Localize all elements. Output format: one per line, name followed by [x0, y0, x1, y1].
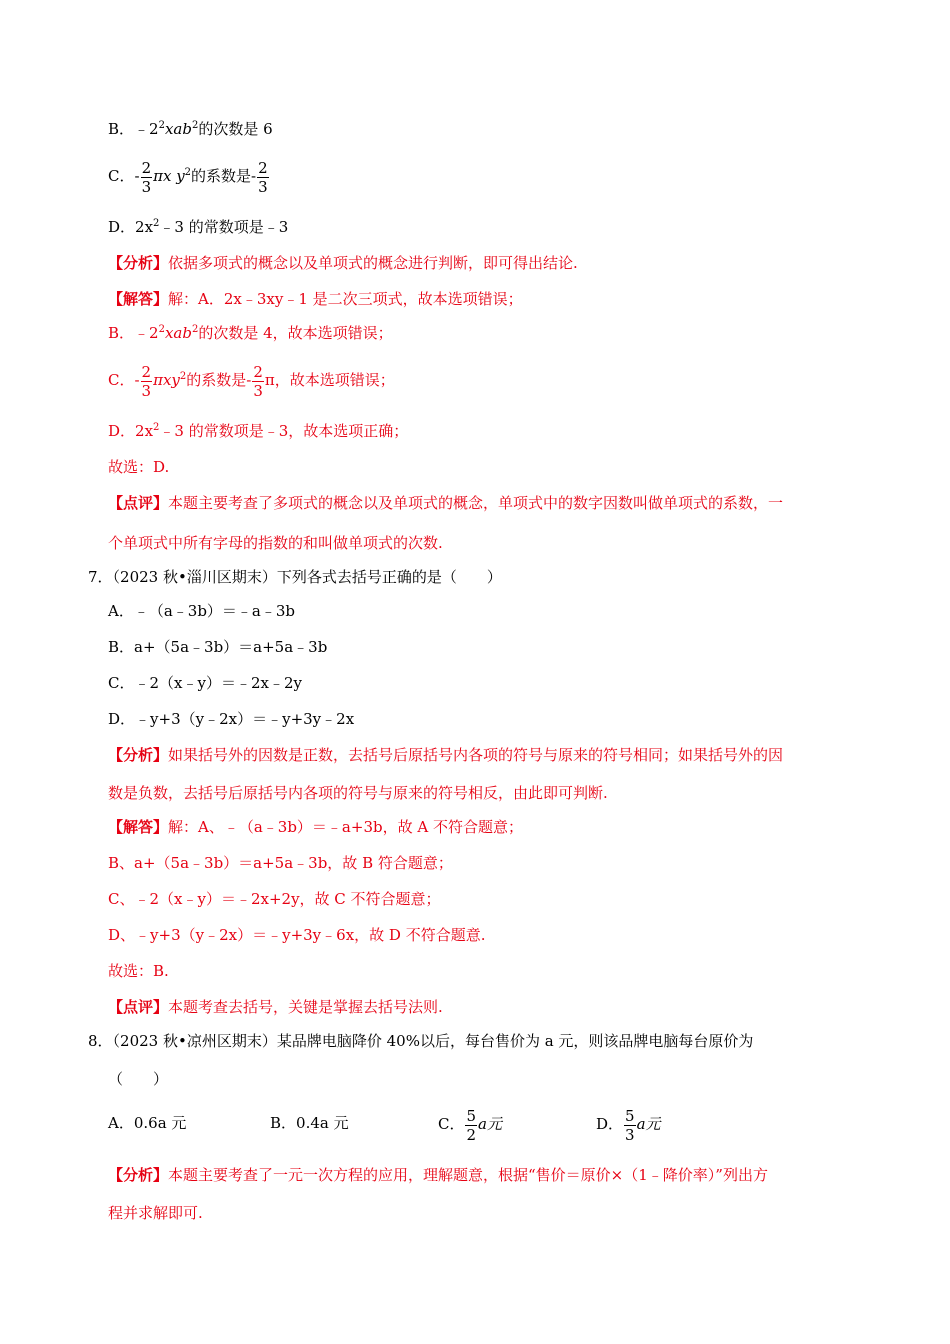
q6-comment-line2: 个单项式中所有字母的指数的和叫做单项式的次数.: [108, 534, 443, 552]
q6-option-d: D．$2x^2﹣3$ 的常数项是﹣3: [108, 218, 289, 236]
q6-option-c: C．- $\frac{2}{3}$ πx $y^2$的系数是- $\frac{2}{3}$: [108, 158, 268, 196]
q6-answer-c: C．- $\frac{2}{3}$ πxy$^2$的系数是- $\frac{2}{3}$ π，故本选项错误；: [108, 362, 395, 400]
q6-answer-a: 【解答】解：A．2x﹣3xy﹣1 是二次三项式，故本选项错误；: [108, 290, 523, 308]
fraction: $\frac{2}{3}$: [141, 362, 152, 400]
q8-stem-line1: 8．（2023 秋•凉州区期末）某品牌电脑降价 40%以后，每台售价为 a 元，则该品牌电脑每台原价为: [88, 1032, 754, 1050]
q7-option-d: D．﹣y+3（y﹣2x）＝﹣y+3y﹣2x: [108, 710, 355, 728]
q8-stem-line2: （ ）: [108, 1070, 169, 1088]
q8-analysis-line2: 程并求解即可.: [108, 1204, 203, 1222]
q7-comment: 【点评】本题考查去括号，关键是掌握去括号法则.: [108, 998, 443, 1016]
q6-answer-b: B．$﹣2^2xab^2$的次数是 4，故本选项错误；: [108, 324, 393, 342]
q7-answer-d: D、﹣y+3（y﹣2x）＝﹣y+3y﹣6x，故 D 不符合题意.: [108, 926, 486, 944]
q7-choice: 故选：B.: [108, 962, 169, 980]
q8-option-c: C． $\frac{5}{2}$ a元: [438, 1106, 502, 1144]
q8-analysis-line1: 【分析】本题主要考查了一元一次方程的应用，理解题意，根据“售价＝原价×（1﹣降价率）”列出方: [108, 1166, 768, 1184]
fraction: $\frac{2}{3}$: [258, 158, 268, 196]
q7-stem: 7．（2023 秋•淄川区期末）下列各式去括号正确的是（ ）: [88, 568, 502, 586]
q7-answer-c: C、﹣2（x﹣y）＝﹣2x+2y，故 C 不符合题意；: [108, 890, 441, 908]
q7-analysis-line1: 【分析】如果括号外的因数是正数，去括号后原括号内各项的符号与原来的符号相同；如果括号外的因: [108, 746, 784, 764]
q8-option-a: A．0.6a 元: [108, 1114, 187, 1132]
q8-option-d: D． $\frac{5}{3}$ a元: [596, 1106, 661, 1144]
q6-answer-d: D．$2x^2﹣3$ 的常数项是﹣3，故本选项正确；: [108, 422, 409, 440]
q7-option-c: C．﹣2（x﹣y）＝﹣2x﹣2y: [108, 674, 302, 692]
q7-answer-a: 【解答】解：A、﹣（a﹣3b）＝﹣a+3b，故 A 不符合题意；: [108, 818, 523, 836]
q7-answer-b: B、a+（5a﹣3b）＝a+5a﹣3b，故 B 符合题意；: [108, 854, 453, 872]
q6-comment-line1: 【点评】本题主要考查了多项式的概念以及单项式的概念，单项式中的数字因数叫做单项式的系数，一: [108, 494, 784, 512]
fraction: $\frac{2}{3}$: [253, 362, 263, 400]
q7-option-a: A．﹣（a﹣3b）＝﹣a﹣3b: [108, 602, 296, 620]
q6-choice: 故选：D.: [108, 458, 170, 476]
q6-option-b: B．$﹣2^2xab^2$的次数是 6: [108, 120, 273, 138]
fraction: $\frac{5}{3}$: [625, 1106, 635, 1144]
q7-option-b: B．a+（5a﹣3b）＝a+5a﹣3b: [108, 638, 328, 656]
q6-analysis: 【分析】依据多项式的概念以及单项式的概念进行判断，即可得出结论.: [108, 254, 578, 272]
fraction: $\frac{5}{2}$: [466, 1106, 477, 1144]
q7-analysis-line2: 数是负数，去括号后原括号内各项的符号与原来的符号相反，由此即可判断.: [108, 784, 608, 802]
q8-option-b: B．0.4a 元: [270, 1114, 349, 1132]
fraction: $\frac{2}{3}$: [141, 158, 152, 196]
